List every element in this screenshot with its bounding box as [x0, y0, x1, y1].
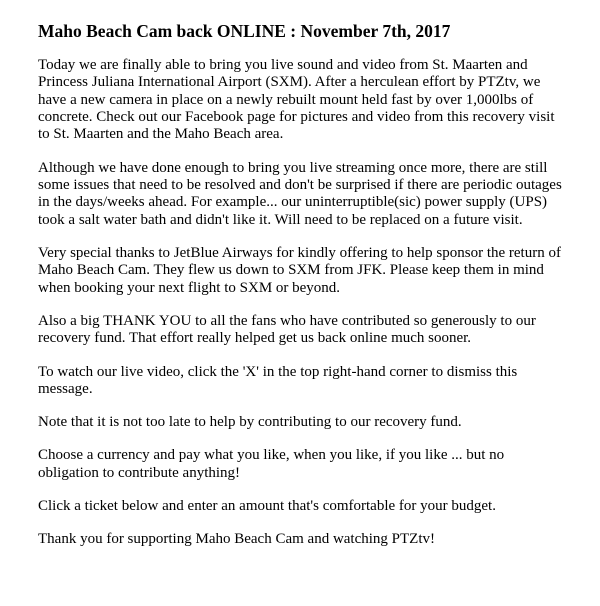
message-paragraph-jetblue-thanks: Very special thanks to JetBlue Airways for kindly offering to help sponsor the return of Maho Beach Cam. They flew us down to SXM from JFK. Please keep them in mind when booking your next flight to SXM or beyond. [38, 244, 561, 296]
message-paragraph-outages: Although we have done enough to bring you live streaming once more, there are still some issues that need to be resolved and don't be surprised if there are periodic outages in the days/weeks ahead. For example... our uninterruptible(sic) power supply (UPS) took a salt water bath and didn't like it. Will need to be replaced on a future visit. [38, 159, 562, 228]
message-paragraph-dismiss-instructions: To watch our live video, click the 'X' in the top right-hand corner to dismiss this message. [38, 363, 518, 397]
message-paragraph-recovery-fund-note: Note that it is not too late to help by contributing to our recovery fund. [38, 414, 462, 431]
message-paragraph-currency-choice: Choose a currency and pay what you like, when you like, if you like ... but no obligation to contribute anything! [38, 447, 505, 481]
message-paragraph-ticket-instructions: Click a ticket below and enter an amount that's comfortable for your budget. [38, 498, 496, 515]
message-paragraph-thank-you: Thank you for supporting Maho Beach Cam and watching PTZtv! [38, 531, 436, 548]
message-title: Maho Beach Cam back ONLINE : November 7th, 2017 [38, 21, 451, 41]
message-paragraph-fans-thanks: Also a big THANK YOU to all the fans who have contributed so generously to our recovery fund. That effort really helped get us back online much sooner. [38, 312, 536, 347]
message-paragraph-intro: Today we are finally able to bring you live sound and video from St. Maarten and Princess Juliana International Airport (SXM). After a herculean effort by PTZtv, we have a new camera in place on a newly rebuilt mount held fast by over 1,000lbs of concrete. Check out our Facebook page for pictures and video from this recovery visit to St. Maarten and the Maho Beach area. [38, 57, 555, 143]
